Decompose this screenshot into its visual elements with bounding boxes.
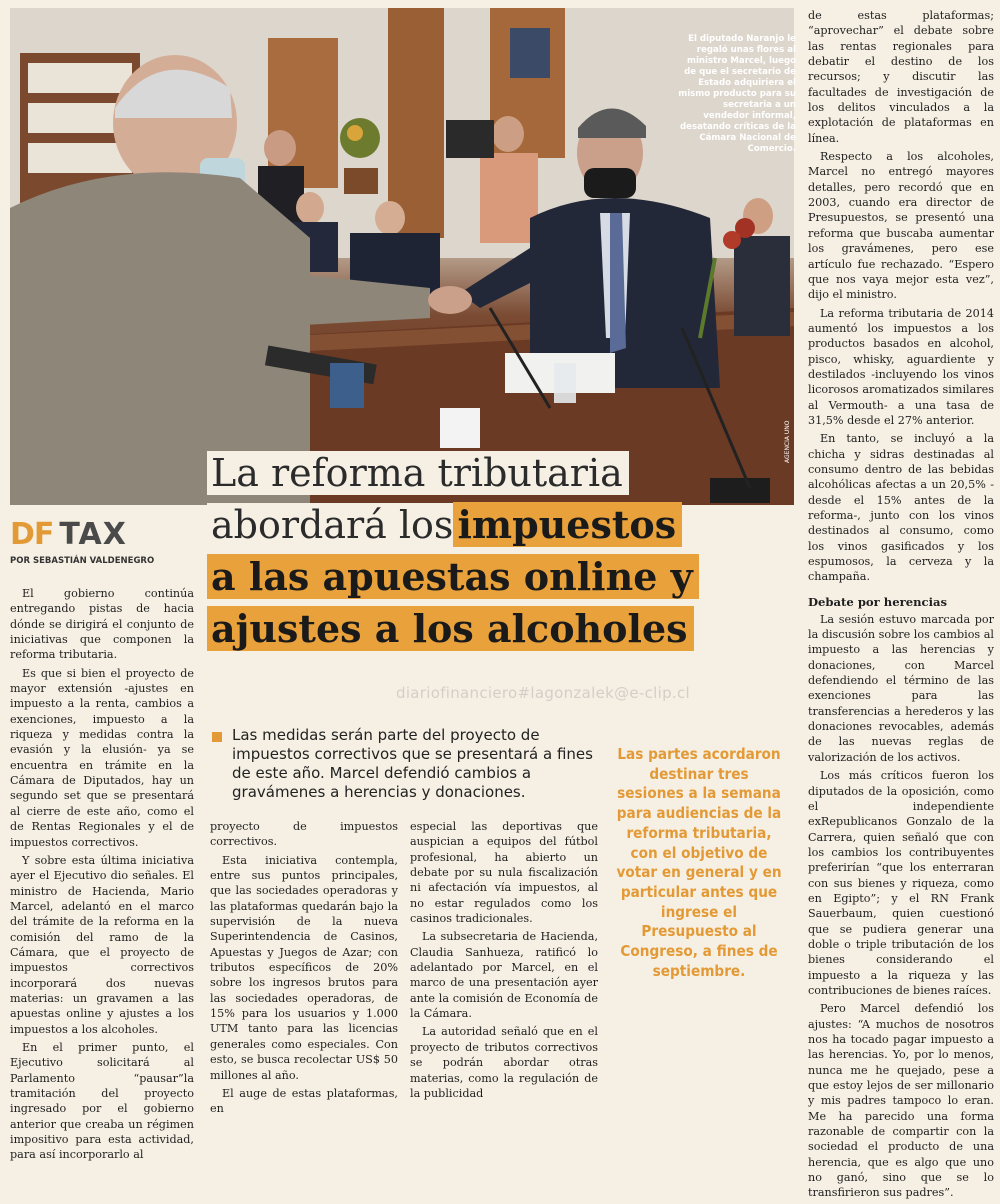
paragraph: especial las deportivas que auspician a equipos del fútbol profesional, ha abierto un debate por su nula fiscalización ni afectación vía impuestos, al no estar regulados como los casinos tradicionales. — [410, 820, 598, 926]
column-2 — [210, 819, 398, 1120]
photo-illustration — [10, 8, 794, 505]
headline-line-2-light: abordará los — [207, 503, 453, 547]
paragraph: La reforma tributaria de 2014 aumentó los impuestos a los productos basados en alcohol, pisco, whisky, aguardiente y destilados -incluyendo los vinos licorosos aromatizados similares al Vermouth- a una tasa de 31,5% desde el 27% anterior. — [808, 306, 994, 427]
paragraph: Respecto a los alcoholes, Marcel no entregó mayores detalles, pero recordó que en 2003, cuando era director de Presupuestos, se presentó una reforma que buscaba aumentar los gravámenes, pero ese artículo fue rechazado. “Espero que nos vaya mejor esta vez”, dijo el ministro. — [808, 150, 994, 302]
column-4 — [808, 8, 994, 1204]
paragraph: Esta iniciativa contempla, entre sus puntos principales, que las sociedades operadoras y las plataformas quedarán bajo la supervisión de la nueva Superintendencia de Casinos, Apuestas y Juegos de Azar; con tributos específicos de 20% sobre los ingresos brutos para las sociedades operadoras, de 15% para los usuarios y 1.000 UTM tanto para las licencias generales como especiales. Con esto, se busca recolectar US$ 50 millones al año. — [210, 853, 398, 1082]
paragraph: El gobierno continúa entregando pistas de hacia dónde se dirigirá el conjunto de iniciativas que componen la reforma tributaria. — [10, 587, 194, 662]
section-brand — [10, 517, 127, 552]
subheading: Debate por herencias — [808, 594, 948, 609]
brand-df-logo: DF — [10, 517, 54, 552]
headline-line-4 — [207, 603, 792, 655]
headline-line-3-text: a las apuestas online y — [207, 554, 699, 599]
paragraph: La sesión estuvo marcada por la discusión sobre los cambios al impuesto a las herencias y donaciones, con Marcel defendiendo el término de las exenciones para las transferencias a herederos y las donaciones revocables, además de las nuevas reglas de valorización de los activos. — [808, 612, 994, 764]
pull-quote: Las partes acordaron destinar tres sesiones a la semana para audiencias de la reforma tributaria, con el objetivo de votar en general y en particular antes que ingrese el Presupuesto al Congreso, a fines de septiembre. — [616, 745, 782, 980]
headline-line-2 — [207, 499, 792, 551]
photo-caption: El diputado Naranjo le regaló unas flores al ministro Marcel, luego de que el secretario de Estado adquiriera el mismo producto para su secretaria a un vendedor informal, desatando críticas de la Cámara Nacional de Comercio. — [678, 34, 796, 154]
paragraph: proyecto de impuestos correctivos. — [210, 820, 398, 849]
paragraph: Los más críticos fueron los diputados de la oposición, como el independiente exRepublicanos Gonzalo de la Carrera, quien señaló que con los cambios los contribuyentes preferirían “que los enterraran con sus bienes y riqueza, como en Egipto”; y el RN Frank Sauerbaum, quien cuestionó que se pudiera generar una doble o triple tributación de los bienes considerando el impuesto a la riqueza y las contribuciones de bienes raíces. — [808, 769, 994, 997]
headline — [207, 447, 792, 655]
headline-line-1 — [207, 447, 792, 499]
brand-tax-label: TAX — [59, 517, 127, 552]
column-3 — [410, 819, 598, 1104]
byline: POR SEBASTIÁN VALDENEGRO — [10, 556, 155, 566]
column-1 — [10, 586, 194, 1166]
watermark: diariofinanciero#lagonzalek@e-clip.cl — [396, 684, 691, 702]
headline-line-1-text: La reforma tributaria — [207, 451, 629, 495]
paragraph: Pero Marcel defendió los ajustes: “A muchos de nosotros nos ha tocado pagar impuesto a las herencias. Yo, por lo menos, nunca me he quejado, pese a que estoy lejos de ser millonario y mis padres tampoco lo eran. Me ha parecido una forma razonable de compartir con la sociedad el producto de una herencia, que es algo que uno no ganó, sino que se lo transfirieron sus padres”. — [808, 1002, 994, 1200]
paragraph: El auge de estas plataformas, en — [210, 1086, 398, 1116]
paragraph: Es que si bien el proyecto de mayor extensión -ajustes en impuesto a la renta, cambios a exenciones, impuesto a la riqueza y medidas contra la evasión y la elusión- ya se encuentra en trámite en la Cámara de Diputados, hay un segundo set que se presentará al cierre de este año, como el de Rentas Regionales y el de impuestos correctivos. — [10, 666, 194, 849]
paragraph: En el primer punto, el Ejecutivo solicitará al Parlamento “pausar”la tramitación del proyecto ingresado por el gobierno anterior que creaba un régimen impositivo para esta actividad, para así incorporarlo al — [10, 1040, 194, 1162]
article-photo — [10, 8, 794, 505]
paragraph: La autoridad señaló que en el proyecto de tributos correctivos se podrán abordar otras materias, como la regulación de la publicidad — [410, 1025, 598, 1100]
paragraph: Y sobre esta última iniciativa ayer el Ejecutivo dio señales. El ministro de Hacienda, Mario Marcel, adelantó en el marco del trámite de la reforma en la comisión del ramo de la Cámara, que el proyecto de impuestos correctivos incorporará dos nuevas materias: un gravamen a las apuestas online y ajustes a los impuestos a los alcoholes. — [10, 853, 194, 1036]
photo-credit: AGENCIA UNO — [784, 420, 791, 463]
paragraph: En tanto, se incluyó a la chicha y sidras destinadas al consumo dentro de las bebidas alcohólicas afectas a un 20,5% -desde el 15% antes de la reforma-, junto con los vinos destinados al consumo, como los vinos gasificados y los espumosos, la cerveza y la champaña. — [808, 432, 994, 584]
square-bullet-icon — [212, 732, 222, 742]
paragraph: de estas plataformas; “aprovechar” el debate sobre las rentas regionales para debatir el destino de los recursos; y discutir las facultades de investigación de los delitos vinculados a la explotación de plataformas en línea. — [808, 9, 994, 145]
paragraph: La subsecretaria de Hacienda, Claudia Sanhueza, ratificó lo adelantado por Marcel, en el marco de una presentación ayer ante la comisión de Economía de la Cámara. — [410, 930, 598, 1021]
headline-line-4-text: ajustes a los alcoholes — [207, 606, 694, 651]
lead-text: Las medidas serán parte del proyecto de impuestos correctivos que se presentará a fines de este año. Marcel defendió cambios a gravámenes a herencias y donaciones. — [232, 726, 593, 801]
headline-line-3 — [207, 551, 792, 603]
lead-summary — [212, 726, 598, 802]
headline-line-2-bold: impuestos — [453, 502, 682, 547]
